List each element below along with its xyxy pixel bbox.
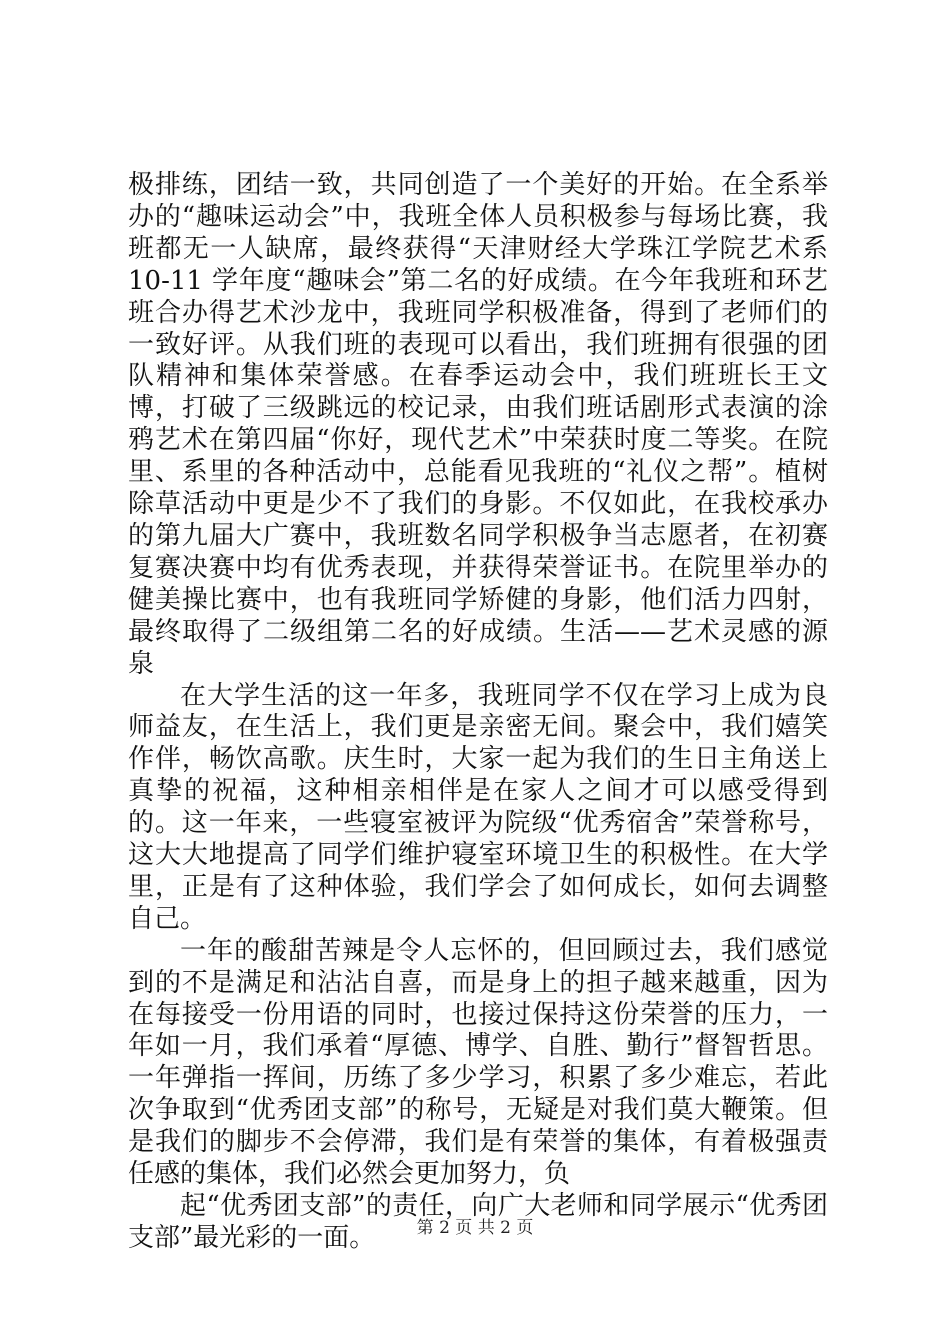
body-text xyxy=(128,170,828,1255)
paragraph-2: 在大学生活的这一年多，我班同学不仅在学习上成为良师益友，在生活上，我们更是亲密无间。聚会中，我们嬉笑作伴，畅饮高歌。庆生时，大家一起为我们的生日主角送上真挚的祝福，这种相亲相伴是在家人之间才可以感受得到的。这一年来，一些寝室被评为院级“优秀宿舍”荣誉称号，这大大地提高了同学们维护寝室环境卫生的积极性。在大学里，正是有了这种体验，我们学会了如何成长，如何去调整自己。 xyxy=(128,680,828,934)
paragraph-4: 起“优秀团支部”的责任，向广大老师和同学展示“优秀团支部”最光彩的一面。 xyxy=(128,1191,828,1253)
page-number-label: 第 2 页 共 2 页 xyxy=(416,1218,534,1238)
page-footer xyxy=(0,1217,950,1239)
paragraph-3: 一年的酸甜苦辣是令人忘怀的，但回顾过去，我们感觉到的不是满足和沾沾自喜，而是身上的担子越来越重，因为在每接受一份用语的同时，也接过保持这份荣誉的压力，一年如一月，我们承着“厚德、博学、自胜、勤行”督智哲思。一年弹指一挥间，历练了多少学习，积累了多少难忘，若此次争取到“优秀团支部”的称号，无疑是对我们莫大鞭策。但是我们的脚步不会停滞，我们是有荣誉的集体，有着极强责任感的集体，我们必然会更加努力，负 xyxy=(128,935,828,1190)
paragraph-1: 极排练，团结一致，共同创造了一个美好的开始。在全系举办的“趣味运动会”中，我班全体人员积极参与每场比赛，我班都无一人缺席，最终获得“天津财经大学珠江学院艺术系 10-11 学年度“趣味会”第二名的好成绩。在今年我班和环艺班合办得艺术沙龙中，我班同学积极准备，得到了老师们的一致好评。从我们班的表现可以看出，我们班拥有很强的团队精神和集体荣誉感。在春季运动会中，我们班班长王文博，打破了三级跳远的校记录，由我们班话剧形式表演的涂鸦艺术在第四届“你好，现代艺术”中荣获时度二等奖。在院里、系里的各种活动中，总能看见我班的“礼仪之帮”。植树除草活动中更是少不了我们的身影。不仅如此，在我校承办的第九届大广赛中，我班数名同学积极争当志愿者，在初赛复赛决赛中均有优秀表现，并获得荣誉证书。在院里举办的健美操比赛中，也有我班同学矫健的身影，他们活力四射，最终取得了二级组第二名的好成绩。生活——艺术灵感的源泉 xyxy=(128,170,828,679)
